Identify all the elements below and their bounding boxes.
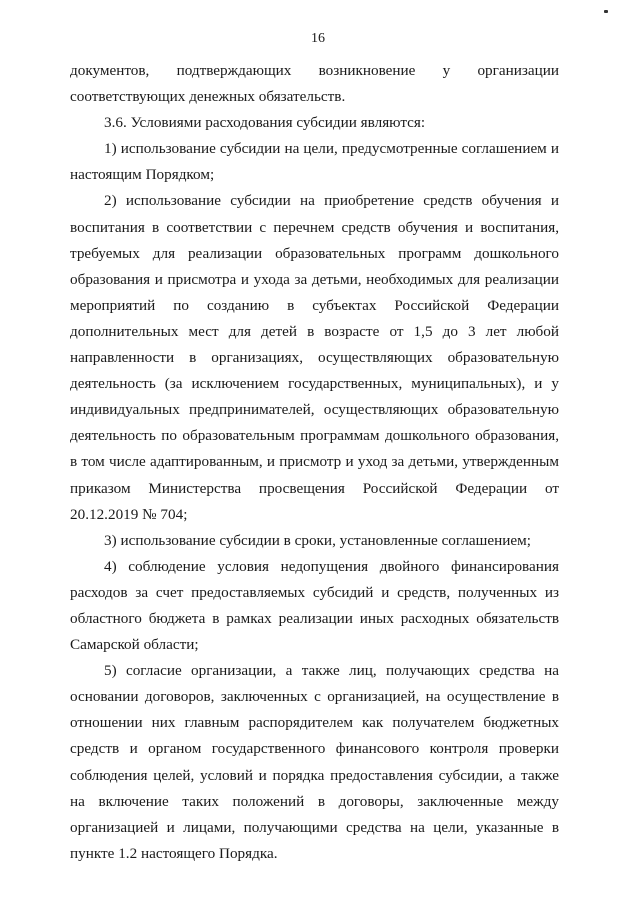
- paragraph-continuation: документов, подтверждающих возникновение у организации соответствующих денежных обязательств.: [70, 62, 559, 106]
- scan-mark: [604, 10, 608, 13]
- page-number: 16: [311, 31, 325, 46]
- paragraph-item-4: 4) соблюдение условия недопущения двойного финансирования расходов за счет предоставляемых субсидий и средств, полученных из областного бюджета в рамках реализации иных расходных обязательств Самарской области;: [70, 557, 559, 654]
- paragraph-item-1: 1) использование субсидии на цели, предусмотренные соглашением и настоящим Порядком;: [70, 140, 559, 184]
- paragraph-item-2: 2) использование субсидии на приобретение средств обучения и воспитания в соответствии с перечнем средств обучения и воспитания, требуемых для реализации образовательных программ дошкольного образования и присмотра и ухода за детьми, необходимых для реализации мероприятий по созданию в субъектах Российской Федерации дополнительных мест для детей в возрасте от 1,5 до 3 лет любой направленности в организациях, осуществляющих образовательную деятельность (за исключением государственных, муниципальных), и у индивидуальных предпринимателей, осуществляющих образовательную деятельность по образовательным программам дошкольного образования, в том числе адаптированным, и присмотр и уход за детьми, утвержденным приказом Министерства просвещения Российской Федерации от 20.12.2019 № 704;: [70, 192, 559, 523]
- paragraph-item-5: 5) согласие организации, а также лиц, получающих средства на основании договоров, заключенных с организацией, на осуществление в отношении них главным распорядителем как получателем бюджетных средств и органом государственного финансового контроля проверки соблюдения целей, условий и порядка предоставления субсидии, а также на включение таких положений в договоры, заключенные между организацией и лицами, получающими средства на цели, указанные в пункте 1.2 настоящего Порядка.: [70, 662, 559, 862]
- paragraph-item-3: 3) использование субсидии в сроки, установленные соглашением;: [104, 531, 531, 549]
- document-body: [70, 58, 559, 867]
- paragraph-section-3-6: 3.6. Условиями расходования субсидии являются:: [104, 114, 426, 132]
